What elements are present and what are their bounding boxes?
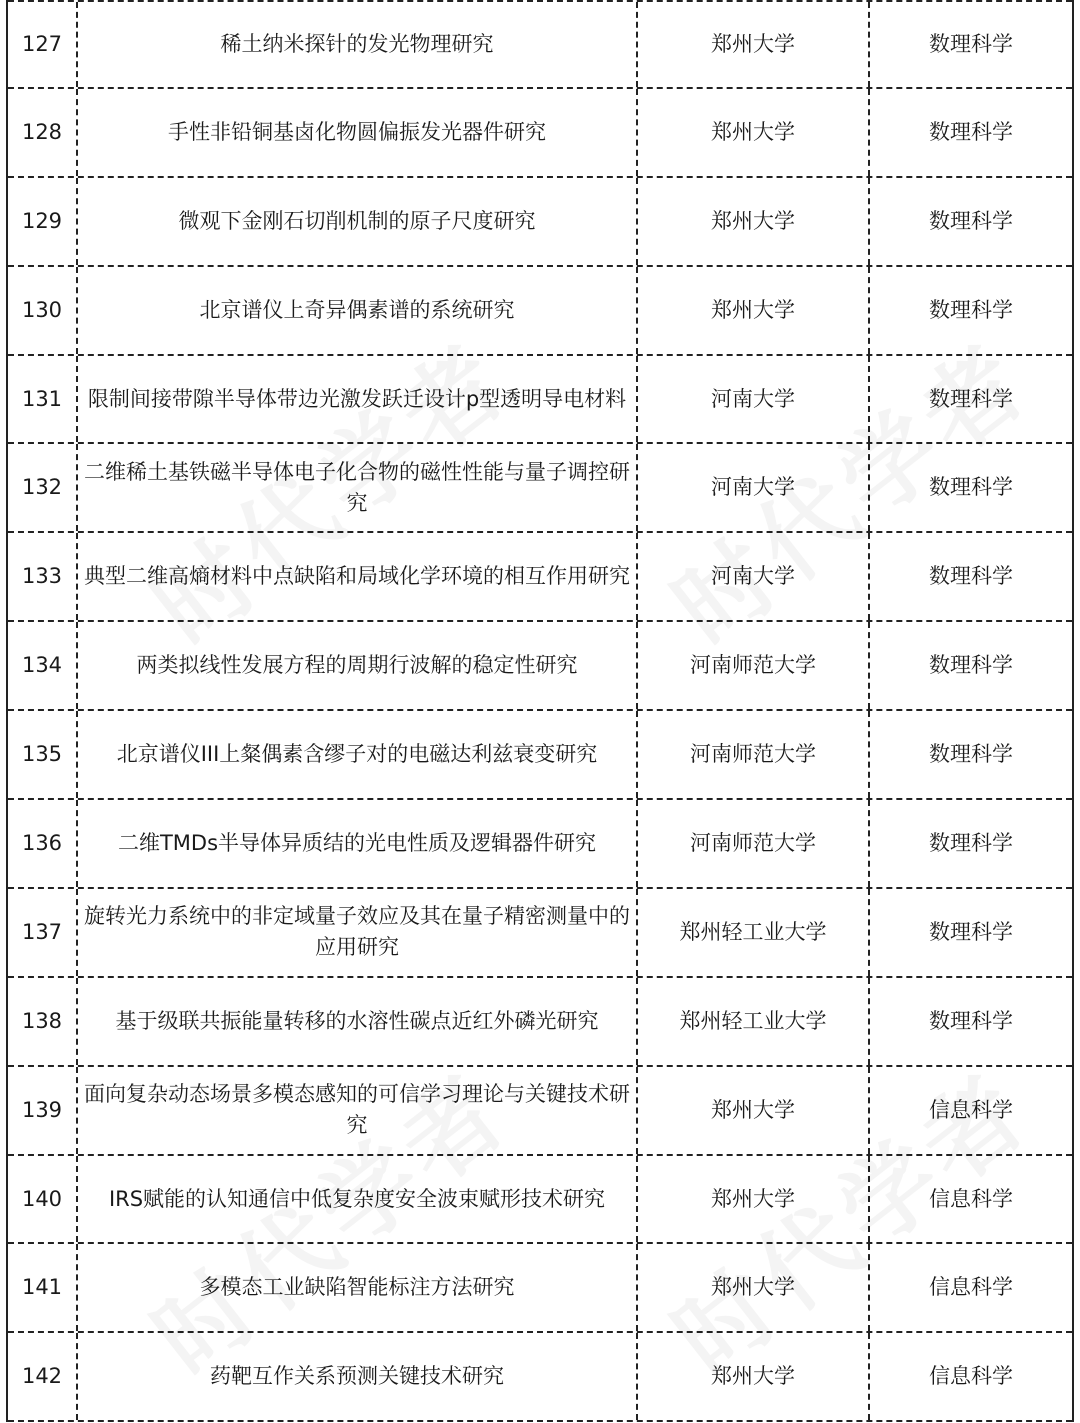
row-number: 132 — [8, 444, 78, 531]
research-field: 数理科学 — [929, 119, 1013, 144]
project-title: 北京谱仪上奇异偶素谱的系统研究 — [78, 267, 638, 354]
table-row — [8, 356, 1072, 445]
row-number: 133 — [8, 533, 78, 620]
project-title: IRS赋能的认知通信中低复杂度安全波束赋形技术研究 — [78, 1156, 638, 1243]
table-row — [8, 622, 1072, 711]
research-field: 数理科学 — [929, 1008, 1013, 1033]
project-title: 二维TMDs半导体异质结的光电性质及逻辑器件研究 — [78, 800, 638, 887]
row-number: 137 — [8, 889, 78, 976]
research-field: 数理科学 — [929, 830, 1013, 855]
row-number: 135 — [8, 711, 78, 798]
university-name: 河南师范大学 — [638, 800, 870, 887]
project-title: 面向复杂动态场景多模态感知的可信学习理论与关键技术研究 — [78, 1067, 638, 1154]
row-number: 136 — [8, 800, 78, 887]
table-row — [8, 800, 1072, 889]
research-field: 数理科学 — [929, 31, 1013, 56]
table-row — [8, 89, 1072, 178]
project-title: 稀土纳米探针的发光物理研究 — [78, 2, 638, 87]
research-field: 数理科学 — [929, 564, 1013, 589]
row-number: 142 — [8, 1333, 78, 1420]
university-name: 河南师范大学 — [638, 622, 870, 709]
project-title: 典型二维高熵材料中点缺陷和局域化学环境的相互作用研究 — [78, 533, 638, 620]
university-name: 郑州大学 — [638, 1156, 870, 1243]
table-row — [8, 178, 1072, 267]
project-title: 北京谱仪III上粲偶素含缪子对的电磁达利兹衰变研究 — [78, 711, 638, 798]
project-title: 二维稀土基铁磁半导体电子化合物的磁性性能与量子调控研究 — [78, 444, 638, 531]
table-row — [8, 444, 1072, 533]
research-field: 信息科学 — [929, 1186, 1013, 1211]
university-name: 郑州轻工业大学 — [638, 889, 870, 976]
table-row — [8, 889, 1072, 978]
research-field: 数理科学 — [929, 475, 1013, 500]
project-title: 药靶互作关系预测关键技术研究 — [78, 1333, 638, 1420]
university-name: 郑州大学 — [638, 89, 870, 176]
project-title: 基于级联共振能量转移的水溶性碳点近红外磷光研究 — [78, 978, 638, 1065]
university-name: 郑州大学 — [638, 267, 870, 354]
university-name: 河南师范大学 — [638, 711, 870, 798]
project-title: 限制间接带隙半导体带边光激发跃迁设计p型透明导电材料 — [78, 356, 638, 443]
research-field: 数理科学 — [929, 386, 1013, 411]
university-name: 郑州轻工业大学 — [638, 978, 870, 1065]
row-number: 138 — [8, 978, 78, 1065]
research-field: 数理科学 — [929, 742, 1013, 767]
university-name: 郑州大学 — [638, 178, 870, 265]
university-name: 河南大学 — [638, 533, 870, 620]
table-row — [8, 1333, 1072, 1422]
table-row — [8, 0, 1072, 89]
research-field: 数理科学 — [929, 297, 1013, 322]
row-number: 129 — [8, 178, 78, 265]
row-number: 127 — [8, 2, 78, 87]
project-title: 手性非铅铜基卤化物圆偏振发光器件研究 — [78, 89, 638, 176]
table-row — [8, 1067, 1072, 1156]
table-row — [8, 267, 1072, 356]
university-name: 郑州大学 — [638, 2, 870, 87]
row-number: 134 — [8, 622, 78, 709]
table-row — [8, 1244, 1072, 1333]
project-title: 多模态工业缺陷智能标注方法研究 — [78, 1244, 638, 1331]
row-number: 128 — [8, 89, 78, 176]
research-field: 数理科学 — [929, 653, 1013, 678]
row-number: 140 — [8, 1156, 78, 1243]
project-title: 微观下金刚石切削机制的原子尺度研究 — [78, 178, 638, 265]
university-name: 河南大学 — [638, 356, 870, 443]
table-row — [8, 711, 1072, 800]
research-field: 信息科学 — [929, 1364, 1013, 1389]
table-row — [8, 1156, 1072, 1245]
projects-table — [6, 0, 1074, 1422]
university-name: 郑州大学 — [638, 1067, 870, 1154]
row-number: 139 — [8, 1067, 78, 1154]
row-number: 130 — [8, 267, 78, 354]
university-name: 河南大学 — [638, 444, 870, 531]
row-number: 141 — [8, 1244, 78, 1331]
project-title: 旋转光力系统中的非定域量子效应及其在量子精密测量中的应用研究 — [78, 889, 638, 976]
university-name: 郑州大学 — [638, 1333, 870, 1420]
research-field: 数理科学 — [929, 919, 1013, 944]
university-name: 郑州大学 — [638, 1244, 870, 1331]
research-field: 信息科学 — [929, 1097, 1013, 1122]
table-row — [8, 978, 1072, 1067]
research-field: 信息科学 — [929, 1275, 1013, 1300]
table-row — [8, 533, 1072, 622]
project-title: 两类拟线性发展方程的周期行波解的稳定性研究 — [78, 622, 638, 709]
research-field: 数理科学 — [929, 208, 1013, 233]
row-number: 131 — [8, 356, 78, 443]
